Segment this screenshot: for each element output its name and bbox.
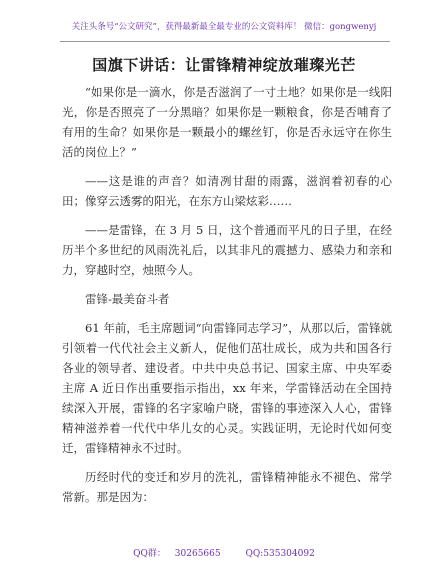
paragraph-2: ——这是谁的声音？如清冽甘甜的雨露，滋润着初春的心田；像穿云透雾的阳光，在东方山梁炫彩…… bbox=[62, 174, 392, 208]
section-heading: 雷锋-最美奋斗者 bbox=[85, 292, 170, 306]
footer-qq: QQ:535304092 bbox=[245, 549, 315, 559]
header-divider bbox=[60, 41, 390, 42]
document-title: 国旗下讲话：让雷锋精神绽放璀璨光芒 bbox=[92, 56, 356, 74]
paragraph-3: ——是雷锋，在 3 月 5 日，这个普通而平凡的日子里，在经历半个多世纪的风雨洗礼后，以其非凡的震撼力、感染力和亲和力，穿越时空，烛照今人。 bbox=[62, 223, 392, 277]
footer-qq-group: QQ群： 30265665 bbox=[133, 549, 221, 559]
paragraph-5: 历经时代的变迁和岁月的洗礼，雷锋精神能永不褪色、常学常新。那是因为： bbox=[62, 470, 392, 504]
document-body bbox=[62, 82, 392, 516]
header-banner: 关注头条号“公文研究”，获得最新最全最专业的公文资料库！ 微信：gongwenyj bbox=[71, 22, 377, 32]
paragraph-4: 61 年前，毛主席题词“向雷锋同志学习”，从那以后，雷锋就引领着一代代社会主义新人，促他们茁壮成长，成为共和国各行各业的领导者、建设者。中共中央总书记、国家主席、中央军委主席 A 近日作出重要指示指出，xx 年来，学雷锋活动在全国持续深入开展，雷锋的名字家喻户晓，雷锋的事迹深入人心，雷锋精神滋养着一代代中华儿女的心灵。实践证明，无论时代如何变迁，雷锋精神永不过时。 bbox=[62, 321, 392, 455]
paragraph-1: “如果你是一滴水，你是否滋润了一寸土地？如果你是一线阳光，你是否照亮了一分黑暗？如果你是一颗粮食，你是否哺育了有用的生命？如果你是一颗最小的螺丝钉，你是否永远守在你生活的岗位上？” bbox=[62, 85, 392, 159]
footer bbox=[0, 546, 448, 559]
